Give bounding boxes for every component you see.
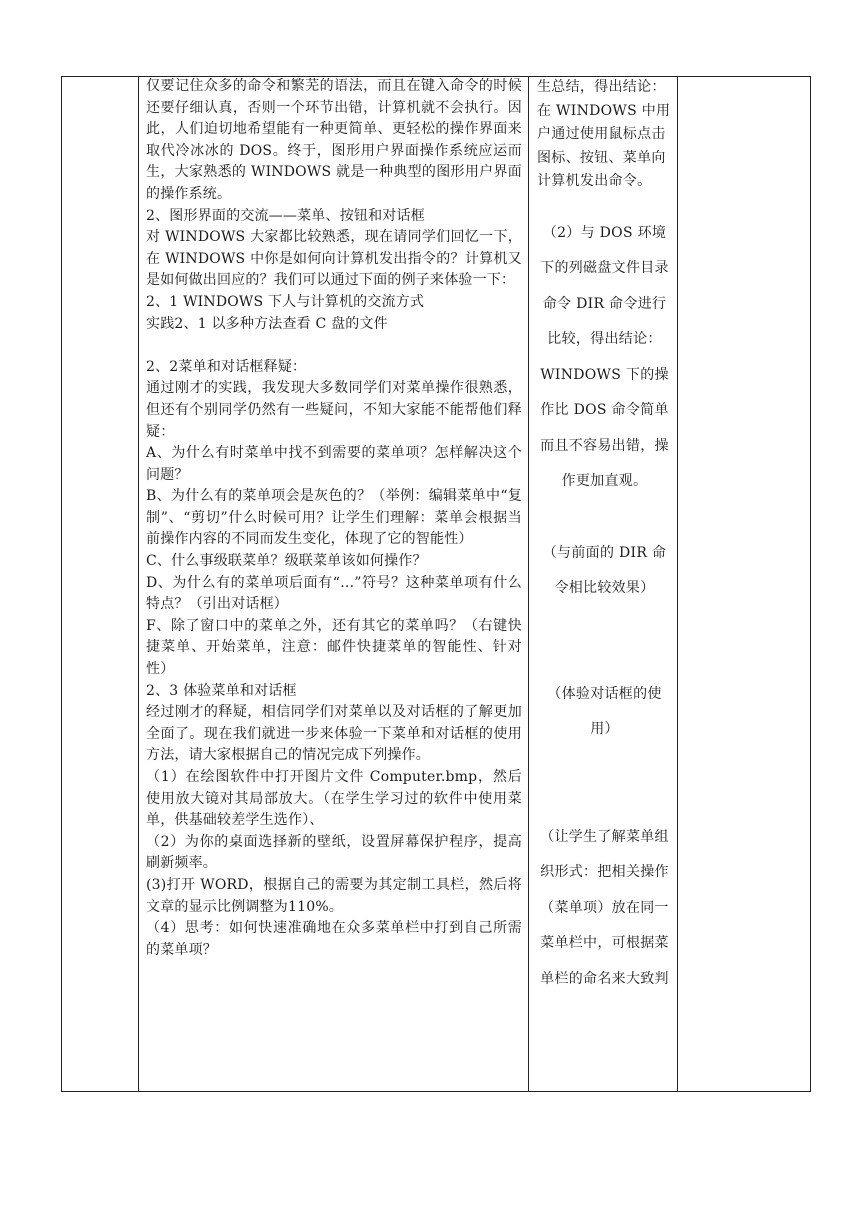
spacer [146, 335, 522, 357]
question-f: F、除了窗口中的菜单之外，还有其它的菜单吗？（右键快捷菜单、开始菜单，注意：邮件快捷菜单的智能性、针对性） [146, 617, 522, 678]
table-divider-3 [677, 77, 678, 1091]
paragraph-experience-intro: 经过刚才的释疑，相信同学们对菜单以及对话框的了解更加全面了。现在我们就进一步来体验一下菜单和对话框的使用方法，请大家根据自己的情况完成下列操作。 [146, 704, 522, 764]
question-d: D、为什么有的菜单项后面有“…”符号？这种菜单项有什么特点？（引出对话框） [146, 574, 522, 613]
question-b: B、为什么有的菜单项会是灰色的？（举例：编辑菜单中“复制”、“剪切”什么时候可用？让学生们理解：菜单会根据当前操作内容的不同而发生变化，体现了它的智能性） [146, 488, 522, 548]
task-1: （1）在绘图软件中打开图片文件 Computer.bmp，然后使用放大镜对其局部放大。（在学生学习过的软件中使用菜单，供基础较差学生选作）、 [146, 769, 522, 829]
task-3: (3)打开 WORD，根据自己的需要为其定制工具栏，然后将文章的显示比例调整为110%。 [146, 876, 522, 915]
note-dos-comparison: （2）与 DOS 环境下的列磁盘文件目录命令 DIR 命令进行比较，得出结论：WINDOWS 下的操作比 DOS 命令简单而且不容易出错，操作更加直观。 [540, 224, 669, 489]
practice-2-1: 实践2、1 以多种方法查看 C 盘的文件 [146, 315, 388, 332]
question-c: C、什么事级联菜单？级联菜单该如何操作？ [146, 553, 427, 570]
note-dir-comparison: （与前面的 DIR 命令相比较效果） [542, 544, 667, 596]
paragraph-windows-recall: 对 WINDOWS 大家都比较熟悉，现在请同学们回忆一下，在 WINDOWS 中你是如何向计算机发出指令的？计算机又是如何做出回应的？我们可以通过下面的例子来体验一下： [146, 229, 522, 289]
heading-2-3: 2、3 体验菜单和对话框 [146, 682, 297, 699]
teaching-content-column [146, 76, 522, 961]
student-activity-column [537, 76, 672, 997]
question-a: A、为什么有时菜单中找不到需要的菜单项？怎样解决这个问题？ [146, 445, 522, 483]
note-conclusion: 生总结，得出结论：在 WINDOWS 中用户通过使用鼠标点击图标、按钮、菜单向计算机发出命令。 [537, 79, 671, 189]
note-menu-organization: （让学生了解菜单组织形式：把相关操作（菜单项）放在同一菜单栏中，可根据菜单栏的命名来大致判 [540, 828, 669, 987]
table-divider-1 [138, 77, 139, 1091]
note-dialog-experience: （体验对话框的使用） [547, 685, 662, 737]
heading-gui-exchange: 2、图形界面的交流——菜单、按钮和对话框 [146, 207, 425, 224]
heading-2-2: 2、2菜单和对话框释疑： [146, 358, 307, 375]
task-2: （2）为你的桌面选择新的壁纸，设置屏幕保护程序，提高刷新频率。 [146, 833, 522, 872]
paragraph-practice-review: 通过刚才的实践，我发现大多数同学们对菜单操作很熟悉，但还有个别同学仍然有一些疑问，不知大家能不能帮他们释疑： [146, 380, 522, 440]
heading-2-1: 2、1 WINDOWS 下人与计算机的交流方式 [146, 293, 425, 310]
task-4: （4）思考：如何快速准确地在众多菜单栏中打到自己所需的菜单项？ [146, 920, 522, 958]
paragraph-dos-intro: 仅要记住众多的命令和繁芜的语法，而且在键入命令的时候还要仔细认真，否则一个环节出错，计算机就不会执行。因此，人们迫切地希望能有一种更简单、更轻松的操作界面来取代冷冰冰的 DOS。终于，图形用户界面操作系统应运而生，大家熟悉的 WINDOWS 就是一种典型的图形用户界面的操作系统。 [146, 78, 522, 202]
table-divider-2 [528, 77, 529, 1091]
